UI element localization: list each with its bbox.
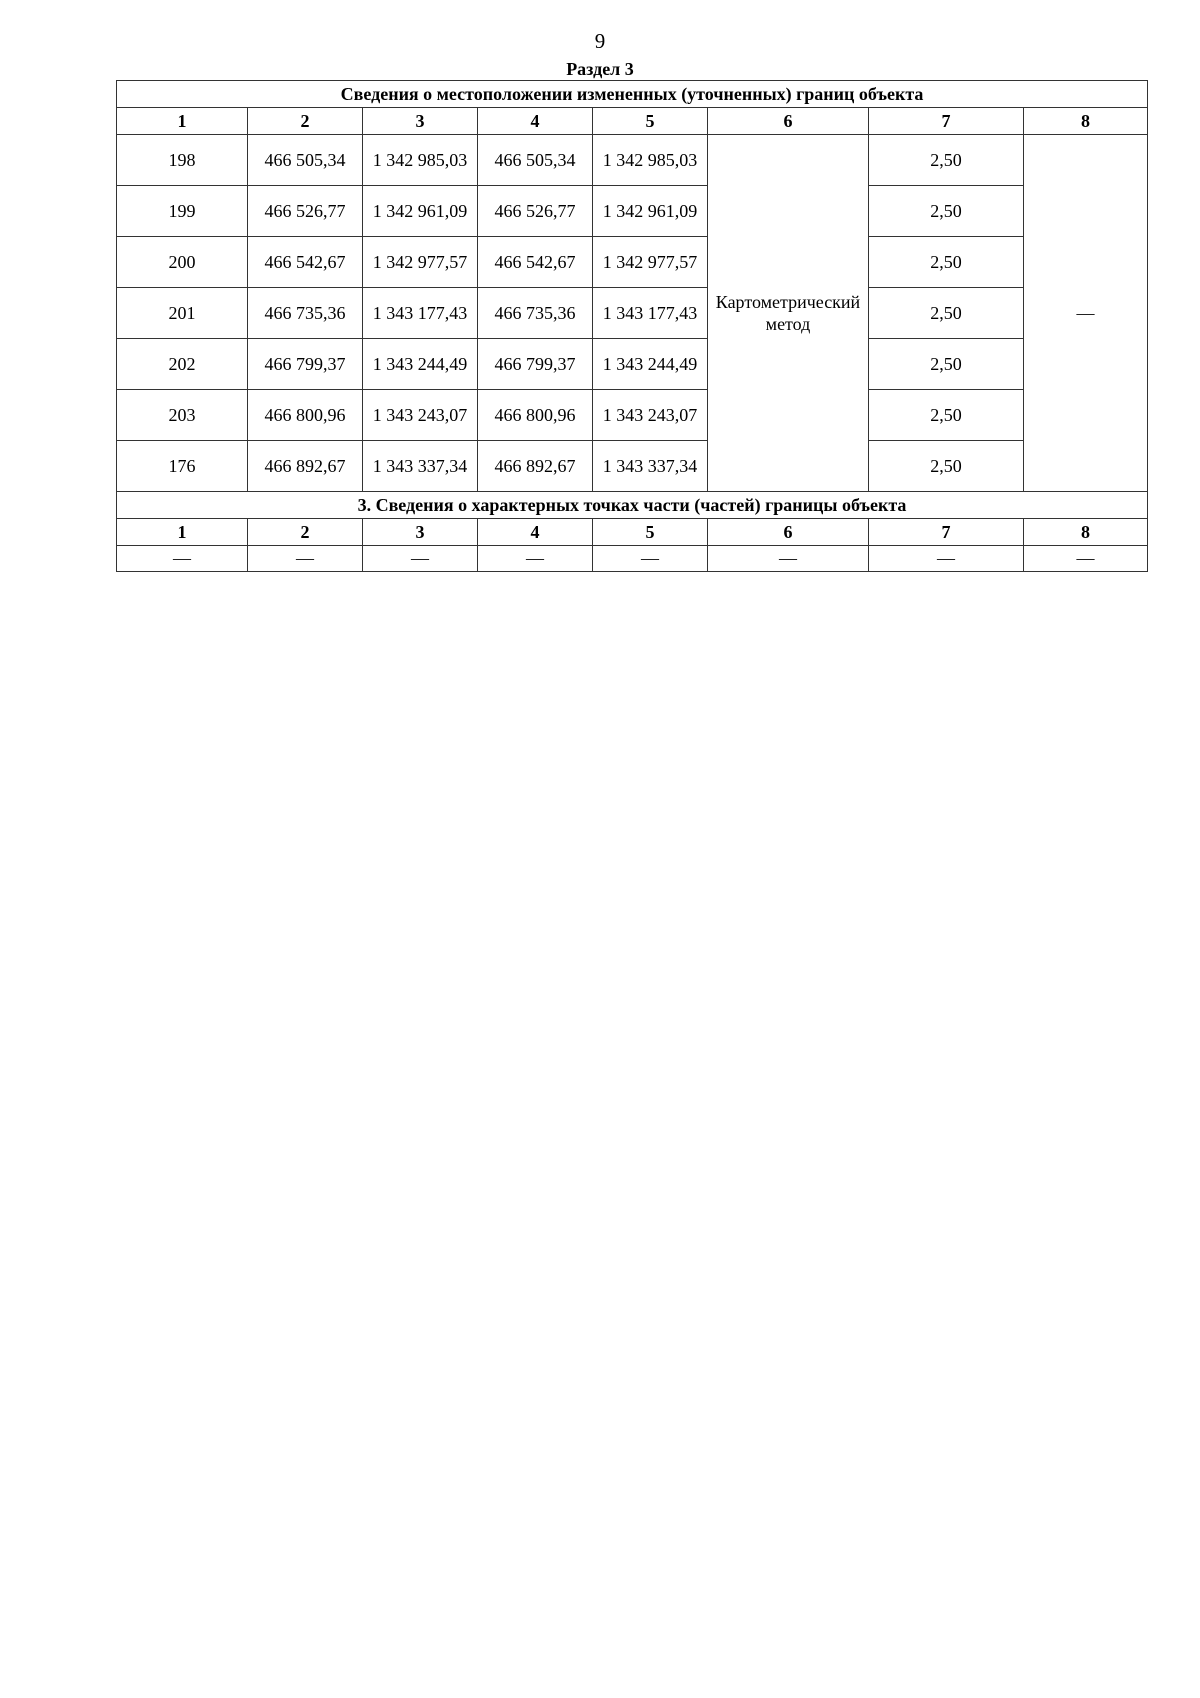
coord-y-new: 1 342 985,03 bbox=[593, 135, 708, 186]
coord-x-new: 466 799,37 bbox=[478, 339, 593, 390]
coord-x-old: 466 892,67 bbox=[248, 441, 363, 492]
point-number: 203 bbox=[117, 390, 248, 441]
column-header: 7 bbox=[869, 519, 1024, 546]
coord-x-new: 466 735,36 bbox=[478, 288, 593, 339]
coord-y-new: 1 342 977,57 bbox=[593, 237, 708, 288]
coord-y-new: 1 343 177,43 bbox=[593, 288, 708, 339]
table-row bbox=[117, 390, 1148, 441]
dash-cell: — bbox=[869, 546, 1024, 572]
column-header: 7 bbox=[869, 108, 1024, 135]
coord-x-old: 466 800,96 bbox=[248, 390, 363, 441]
coord-y-new: 1 343 243,07 bbox=[593, 390, 708, 441]
parts-caption: 3. Сведения о характерных точках части (частей) границы объекта bbox=[117, 492, 1148, 519]
coord-y-old: 1 343 243,07 bbox=[363, 390, 478, 441]
column-header: 3 bbox=[363, 519, 478, 546]
coord-x-new: 466 892,67 bbox=[478, 441, 593, 492]
parts-data-row bbox=[117, 546, 1148, 572]
coord-x-new: 466 542,67 bbox=[478, 237, 593, 288]
header-row bbox=[117, 108, 1148, 135]
coord-y-old: 1 342 977,57 bbox=[363, 237, 478, 288]
coord-x-new: 466 505,34 bbox=[478, 135, 593, 186]
coord-y-new: 1 343 337,34 bbox=[593, 441, 708, 492]
dash-cell: — bbox=[593, 546, 708, 572]
column-header: 1 bbox=[117, 108, 248, 135]
point-number: 200 bbox=[117, 237, 248, 288]
table-row bbox=[117, 288, 1148, 339]
precision-value: 2,50 bbox=[869, 237, 1024, 288]
column-header: 2 bbox=[248, 108, 363, 135]
dash-cell: — bbox=[1024, 546, 1148, 572]
precision-value: 2,50 bbox=[869, 441, 1024, 492]
dash-cell: — bbox=[478, 546, 593, 572]
coord-x-old: 466 735,36 bbox=[248, 288, 363, 339]
point-number: 176 bbox=[117, 441, 248, 492]
column-header: 2 bbox=[248, 519, 363, 546]
precision-value: 2,50 bbox=[869, 186, 1024, 237]
point-number: 202 bbox=[117, 339, 248, 390]
coord-x-old: 466 505,34 bbox=[248, 135, 363, 186]
table-row bbox=[117, 186, 1148, 237]
table-row bbox=[117, 441, 1148, 492]
coord-x-old: 466 799,37 bbox=[248, 339, 363, 390]
table-row bbox=[117, 339, 1148, 390]
method-cell: Картометрический метод bbox=[708, 135, 869, 492]
coord-y-old: 1 343 177,43 bbox=[363, 288, 478, 339]
col8-value: — bbox=[1024, 135, 1148, 492]
coord-x-new: 466 526,77 bbox=[478, 186, 593, 237]
column-header: 8 bbox=[1024, 519, 1148, 546]
point-number: 201 bbox=[117, 288, 248, 339]
dash-cell: — bbox=[117, 546, 248, 572]
parts-header-row bbox=[117, 519, 1148, 546]
column-header: 4 bbox=[478, 519, 593, 546]
caption-row bbox=[117, 81, 1148, 108]
coord-y-old: 1 343 337,34 bbox=[363, 441, 478, 492]
precision-value: 2,50 bbox=[869, 288, 1024, 339]
coord-y-old: 1 342 961,09 bbox=[363, 186, 478, 237]
precision-value: 2,50 bbox=[869, 390, 1024, 441]
column-header: 6 bbox=[708, 519, 869, 546]
coord-y-new: 1 343 244,49 bbox=[593, 339, 708, 390]
column-header: 3 bbox=[363, 108, 478, 135]
column-header: 8 bbox=[1024, 108, 1148, 135]
column-header: 5 bbox=[593, 108, 708, 135]
section-title: Раздел 3 bbox=[566, 59, 634, 79]
column-header: 4 bbox=[478, 108, 593, 135]
coordinates-table bbox=[116, 80, 1148, 572]
dash-cell: — bbox=[363, 546, 478, 572]
point-number: 199 bbox=[117, 186, 248, 237]
dash-cell: — bbox=[248, 546, 363, 572]
precision-value: 2,50 bbox=[869, 339, 1024, 390]
column-header: 6 bbox=[708, 108, 869, 135]
page-number: 9 bbox=[594, 29, 606, 53]
table-row bbox=[117, 237, 1148, 288]
coord-y-new: 1 342 961,09 bbox=[593, 186, 708, 237]
column-header: 1 bbox=[117, 519, 248, 546]
table-row bbox=[117, 135, 1148, 186]
dash-cell: — bbox=[708, 546, 869, 572]
point-number: 198 bbox=[117, 135, 248, 186]
coord-x-old: 466 542,67 bbox=[248, 237, 363, 288]
precision-value: 2,50 bbox=[869, 135, 1024, 186]
column-header: 5 bbox=[593, 519, 708, 546]
coord-y-old: 1 343 244,49 bbox=[363, 339, 478, 390]
parts-caption-row bbox=[117, 492, 1148, 519]
table-caption: Сведения о местоположении измененных (уточненных) границ объекта bbox=[117, 81, 1148, 108]
coord-x-old: 466 526,77 bbox=[248, 186, 363, 237]
coord-x-new: 466 800,96 bbox=[478, 390, 593, 441]
coord-y-old: 1 342 985,03 bbox=[363, 135, 478, 186]
